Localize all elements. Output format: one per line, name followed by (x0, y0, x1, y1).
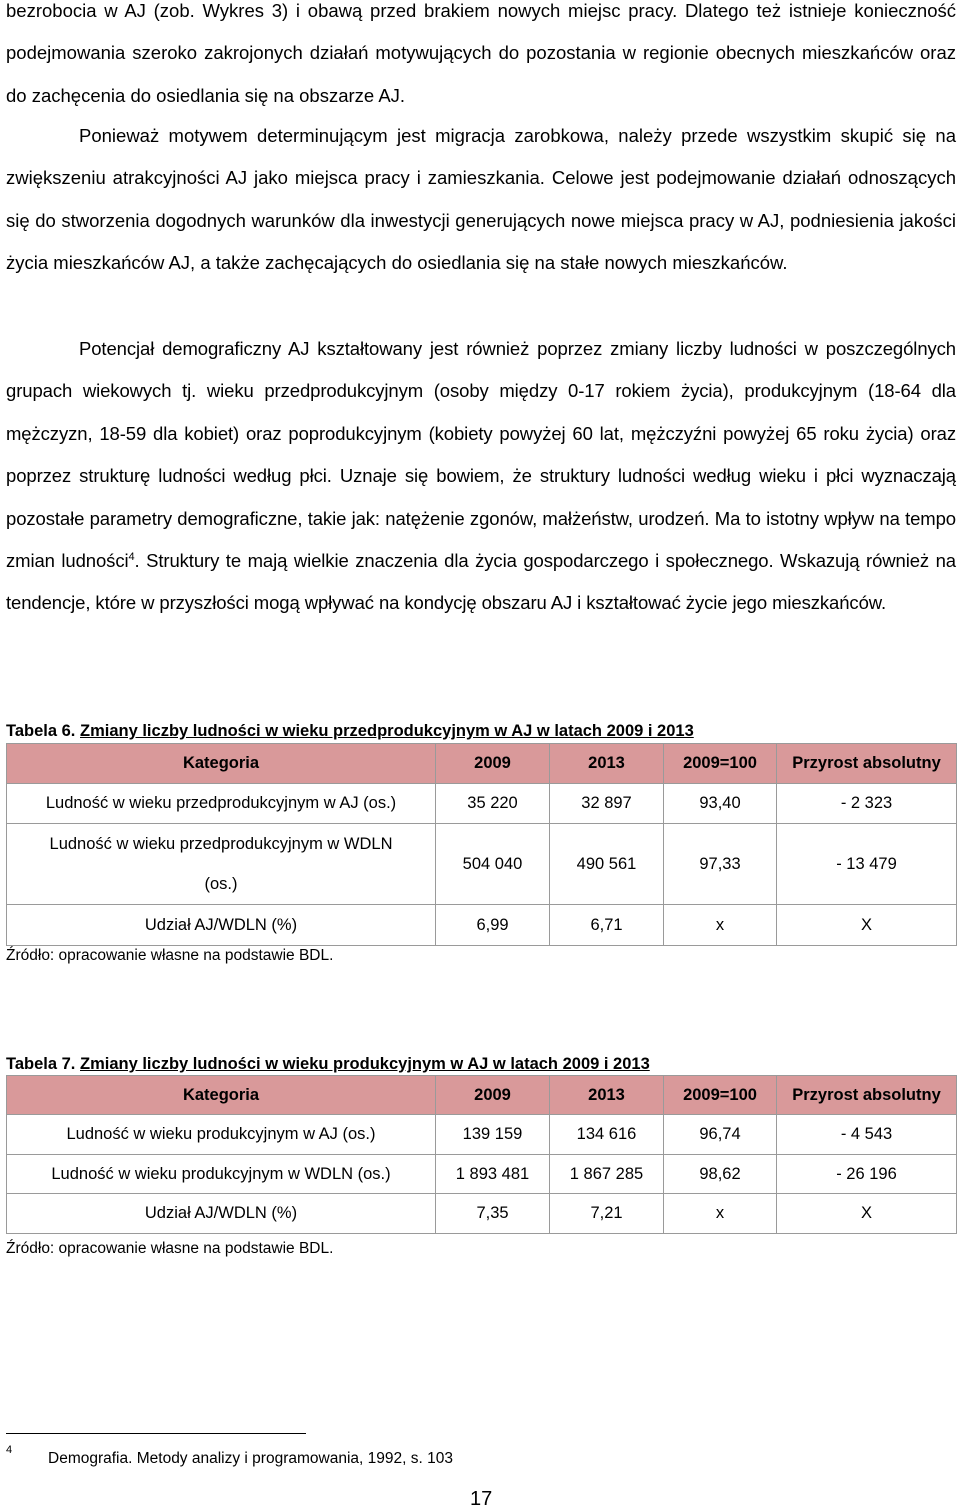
table-6-header-row (7, 744, 957, 784)
table-6-cell: 504 040 (436, 824, 550, 905)
footnote-reference: 4 (128, 550, 135, 563)
table-6-header-category: Kategoria (7, 744, 436, 784)
table-7-cell: 7,35 (436, 1194, 550, 1234)
paragraph-3 (6, 328, 956, 625)
table-7-header-2009: 2009 (436, 1076, 550, 1115)
table-7 (6, 1075, 957, 1234)
table-row (7, 784, 957, 824)
table-6-caption (6, 722, 956, 741)
table-7-cell: x (664, 1194, 777, 1234)
table-6-cell: 97,33 (664, 824, 777, 905)
table-7-cell: 98,62 (664, 1155, 777, 1194)
table-6-cell: 6,71 (550, 905, 664, 946)
table-6-header-2009: 2009 (436, 744, 550, 784)
table-7-cell: 96,74 (664, 1115, 777, 1155)
table-6-header-index: 2009=100 (664, 744, 777, 784)
table-6-header-change: Przyrost absolutny (777, 744, 957, 784)
table-6-cell: 6,99 (436, 905, 550, 946)
table-6-title: Zmiany liczby ludności w wieku przedprodukcyjnym w AJ w latach 2009 i 2013 (80, 722, 694, 740)
table-6-cell: - 2 323 (777, 784, 957, 824)
table-6-cell: - 13 479 (777, 824, 957, 905)
table-6-cell: Ludność w wieku przedprodukcyjnym w AJ (os.) (7, 784, 436, 824)
table-6-cell: Udział AJ/WDLN (%) (7, 905, 436, 946)
table-7-cell: 1 867 285 (550, 1155, 664, 1194)
table-7-cell: - 4 543 (777, 1115, 957, 1155)
table-7-cell: 1 893 481 (436, 1155, 550, 1194)
paragraph-3-text-a: Potencjał demograficzny AJ kształtowany jest również poprzez zmiany liczby ludności w poszczególnych grupach wiekowych tj. wieku przedprodukcyjnym (osoby między 0-17 rokiem życia), produkcyjnym (18-64 dla mężczyzn, 18-59 dla kobiet) oraz poprodukcyjnym (kobiety powyżej 60 lat, mężczyźni powyżej 65 roku życia) oraz poprzez strukturę ludności według płci. Uznaje się bowiem, że struktury ludności według wieku i płci wyznaczają pozostałe parametry demograficzne, takie jak: natężenie zgonów, małżeństw, urodzeń. Ma to istotny wpływ na tempo zmian ludności (6, 338, 956, 572)
table-6 (6, 743, 957, 946)
table-7-header-2013: 2013 (550, 1076, 664, 1115)
table-6-cell: 490 561 (550, 824, 664, 905)
table-7-header-category: Kategoria (7, 1076, 436, 1115)
table-row (7, 1115, 957, 1155)
table-7-header-change: Przyrost absolutny (777, 1076, 957, 1115)
table-7-header-index: 2009=100 (664, 1076, 777, 1115)
table-7-cell: Udział AJ/WDLN (%) (7, 1194, 436, 1234)
table-6-header-2013: 2013 (550, 744, 664, 784)
table-6-source: Źródło: opracowanie własne na podstawie BDL. (6, 947, 334, 964)
footnote-number: 4 (6, 1444, 13, 1456)
paragraph-3-block (6, 328, 956, 625)
table-6-cell: 35 220 (436, 784, 550, 824)
paragraph-3-text-b: . Struktury te mają wielkie znaczenia dla życia gospodarczego i społecznego. Wskazują również na tendencje, które w przyszłości mogą wpływać na kondycję obszaru AJ i kształtować życie jego mieszkańców. (6, 550, 956, 614)
table-row (7, 905, 957, 946)
table-7-caption (6, 1055, 956, 1074)
table-7-label: Tabela 7. (6, 1055, 76, 1073)
footnote-separator (6, 1433, 306, 1434)
paragraph-1: bezrobocia w AJ (zob. Wykres 3) i obawą przed brakiem nowych miejsc pracy. Dlatego też istnieje konieczność podejmowania szeroko zakrojonych działań motywujących do pozostania w regionie obecnych mieszkańców oraz do zachęcenia do osiedlania się na obszarze AJ. (6, 0, 956, 106)
table-7-source: Źródło: opracowanie własne na podstawie BDL. (6, 1240, 334, 1257)
table-6-cell: x (664, 905, 777, 946)
page-number: 17 (470, 1488, 493, 1510)
table-row (7, 824, 957, 905)
table-7-cell: 134 616 (550, 1115, 664, 1155)
paragraph-2-block (6, 115, 956, 285)
table-7-header-row (7, 1076, 957, 1115)
table-7-cell: Ludność w wieku produkcyjnym w WDLN (os.) (7, 1155, 436, 1194)
table-7-title: Zmiany liczby ludności w wieku produkcyjnym w AJ w latach 2009 i 2013 (80, 1055, 650, 1073)
paragraph-2: Ponieważ motywem determinującym jest migracja zarobkowa, należy przede wszystkim skupić się na zwiększeniu atrakcyjności AJ jako miejsca pracy i zamieszkania. Celowe jest podejmowanie działań odnoszących się do stworzenia dogodnych warunków dla inwestycji generujących nowe miejsca pracy w AJ, podniesienia jakości życia mieszkańców AJ, a także zachęcających do osiedlania się na stałe nowych mieszkańców. (6, 125, 956, 274)
table-6-cell: 93,40 (664, 784, 777, 824)
table-row (7, 1155, 957, 1194)
table-7-cell: Ludność w wieku produkcyjnym w AJ (os.) (7, 1115, 436, 1155)
table-7-cell: - 26 196 (777, 1155, 957, 1194)
table-7-cell: 139 159 (436, 1115, 550, 1155)
table-6-label: Tabela 6. (6, 722, 76, 740)
table-7-cell: X (777, 1194, 957, 1234)
table-6-cell: X (777, 905, 957, 946)
table-row (7, 1194, 957, 1234)
footnote-text: Demografia. Metody analizy i programowania, 1992, s. 103 (48, 1450, 453, 1467)
table-6-cell: Ludność w wieku przedprodukcyjnym w WDLN (os.) (7, 824, 436, 905)
table-7-cell: 7,21 (550, 1194, 664, 1234)
table-6-cell: 32 897 (550, 784, 664, 824)
